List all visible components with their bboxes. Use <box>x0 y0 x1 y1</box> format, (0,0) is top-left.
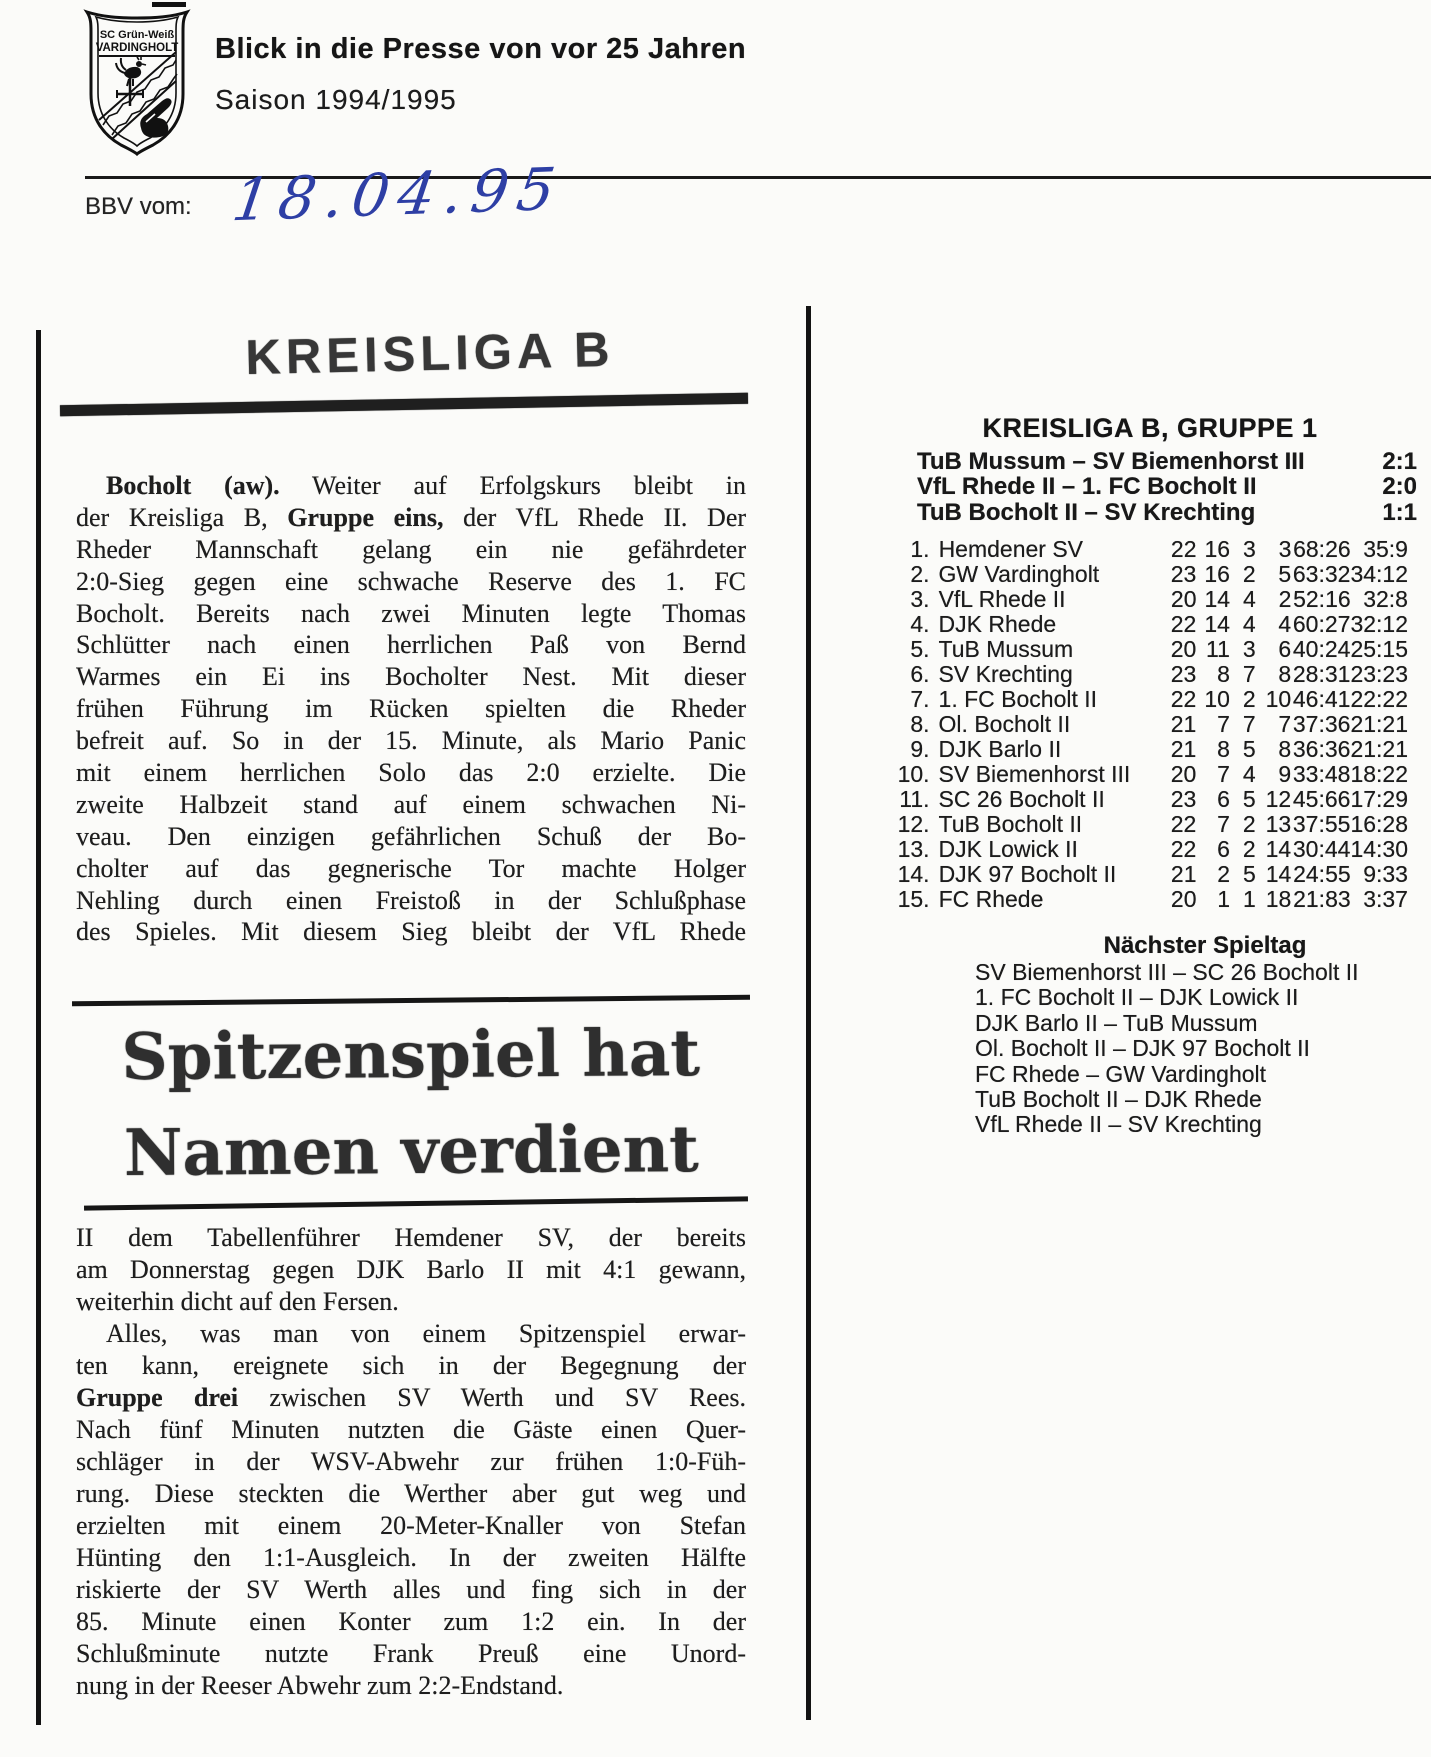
table-draws: 5 <box>1242 736 1256 762</box>
table-team: Ol. Bocholt II <box>938 711 1071 737</box>
article-bold-text: Gruppe drei <box>76 1383 239 1412</box>
article-text: frühen Führung im Rücken spielten die Rheder <box>76 694 746 724</box>
table-draws: 3 <box>1242 636 1256 662</box>
table-losses: 3 <box>1278 536 1292 562</box>
table-row <box>893 662 1408 687</box>
table-goals: 68:26 <box>1293 536 1351 562</box>
table-team: VfL Rhede II <box>938 586 1066 612</box>
table-goals: 33:48 <box>1292 761 1351 787</box>
fixture-row: FC Rhede – GW Vardingholt <box>975 1060 1267 1087</box>
table-goals: 36:36 <box>1292 736 1351 762</box>
result-score: 1:1 <box>1382 498 1417 526</box>
article-text: cholter auf das gegnerische Tor machte Holger <box>76 853 746 883</box>
table-goals: 60:27 <box>1292 611 1351 637</box>
article-text: zwischen SV Werth und SV Rees. <box>238 1383 746 1412</box>
table-draws: 5 <box>1242 786 1256 812</box>
table-games: 21 <box>1170 736 1197 762</box>
table-team: DJK Lowick II <box>938 836 1078 862</box>
article-line <box>76 1254 746 1286</box>
article2-headline-line2: Namen verdient <box>123 1111 699 1192</box>
fixture-row: VfL Rhede II – SV Krechting <box>975 1111 1262 1138</box>
article-line <box>76 470 746 502</box>
article-line <box>76 1606 746 1638</box>
table-row <box>893 887 1408 912</box>
table-team: DJK 97 Bocholt II <box>938 861 1117 887</box>
table-row <box>893 562 1408 587</box>
table-points: 21:21 <box>1350 711 1409 737</box>
club-crest-icon <box>75 2 195 164</box>
table-team: SV Biemenhorst III <box>938 761 1131 787</box>
table-row <box>893 687 1408 712</box>
table-rank: 1. <box>910 536 930 562</box>
article-bold-text: Gruppe eins, <box>287 502 444 532</box>
article-text: Weiter auf Erfolgskurs bleibt in <box>279 471 746 500</box>
table-row <box>893 812 1408 837</box>
table-row <box>893 762 1408 787</box>
table-row <box>893 712 1408 737</box>
article2-rule-top <box>72 995 750 1007</box>
table-draws: 2 <box>1242 811 1256 837</box>
table-games: 22 <box>1170 686 1197 712</box>
table-wins: 10 <box>1204 686 1230 712</box>
article-text: Nehling durch einen Freistoß in der Schlußphase <box>76 885 746 915</box>
article-text: II dem Tabellenführer Hemdener SV, der bereits <box>76 1223 746 1252</box>
article-line <box>76 1350 746 1382</box>
league-title: KREISLIGA B, GRUPPE 1 <box>982 413 1318 443</box>
badge-club-name: SC Grün-Weiß <box>99 29 175 41</box>
article-text: erzielten mit einem 20-Meter-Knaller von Stefan <box>76 1511 746 1540</box>
table-row <box>893 612 1408 637</box>
article2-headline <box>75 1006 746 1203</box>
article-line <box>76 757 746 789</box>
table-rank: 10. <box>897 761 930 787</box>
article-line <box>76 1478 746 1510</box>
table-losses: 10 <box>1265 686 1292 712</box>
table-row <box>893 637 1408 662</box>
table-points: 22:22 <box>1350 686 1409 712</box>
table-losses: 7 <box>1278 711 1292 737</box>
table-row <box>893 737 1408 762</box>
table-losses: 13 <box>1265 811 1292 837</box>
league-results <box>917 449 1417 525</box>
next-matchday-title: Nächster Spieltag <box>1103 932 1307 959</box>
table-games: 21 <box>1170 711 1197 737</box>
badge-club-town: VARDINGHOLT <box>95 42 179 54</box>
article-line <box>76 1446 746 1478</box>
article-line <box>76 661 746 693</box>
table-goals: 24:55 <box>1293 861 1351 887</box>
table-team: DJK Barlo II <box>938 736 1062 762</box>
article2-headline-line1: Spitzenspiel hat <box>121 1015 701 1096</box>
article-text: nung in der Reeser Abwehr zum 2:2-Endstand. <box>76 1671 564 1700</box>
article-text: rung. Diese steckten die Werther aber gut weg und <box>76 1479 746 1508</box>
table-games: 21 <box>1170 861 1197 887</box>
page-subtitle: Saison 1994/1995 <box>215 84 457 115</box>
table-points: 35:9 <box>1363 536 1408 562</box>
article1-headline: KREISLIGA B <box>244 322 616 386</box>
next-matchday-list <box>975 960 1431 1138</box>
article-line <box>76 853 746 885</box>
article-text: Schlütter nach einen herrlichen Paß von Bernd <box>76 630 746 660</box>
table-rank: 2. <box>910 561 930 587</box>
article-line <box>76 1318 746 1350</box>
table-rank: 14. <box>897 861 930 887</box>
table-losses: 18 <box>1265 886 1292 912</box>
table-games: 22 <box>1170 836 1197 862</box>
article-line <box>76 1222 746 1254</box>
table-goals: 45:66 <box>1292 786 1351 812</box>
table-draws: 4 <box>1242 611 1256 637</box>
table-row <box>893 787 1408 812</box>
table-goals: 37:55 <box>1292 811 1351 837</box>
table-goals: 37:36 <box>1292 711 1351 737</box>
table-points: 32:8 <box>1363 586 1408 612</box>
article-text: ten kann, ereignete sich in der Begegnung der <box>76 1351 746 1380</box>
table-rank: 5. <box>910 636 930 662</box>
table-points: 34:12 <box>1350 561 1409 587</box>
table-draws: 2 <box>1242 686 1256 712</box>
table-wins: 11 <box>1206 636 1230 662</box>
result-match: TuB Mussum – SV Biemenhorst III <box>917 448 1305 475</box>
article-line <box>76 534 746 566</box>
fixture-row: SV Biemenhorst III – SC 26 Bocholt II <box>975 959 1359 985</box>
table-row <box>893 587 1408 612</box>
table-rank: 7. <box>910 686 930 712</box>
table-games: 23 <box>1170 661 1197 687</box>
table-goals: 63:32 <box>1292 561 1351 587</box>
clipping-border-left <box>36 330 41 1725</box>
table-row <box>893 837 1408 862</box>
table-points: 16:28 <box>1350 811 1409 837</box>
table-team: GW Vardingholt <box>938 561 1100 587</box>
article-line <box>76 821 746 853</box>
table-points: 3:37 <box>1363 886 1408 912</box>
article-line <box>76 725 746 757</box>
table-draws: 1 <box>1242 886 1256 912</box>
table-losses: 9 <box>1278 761 1292 787</box>
table-rank: 9. <box>910 736 930 762</box>
table-points: 14:30 <box>1350 836 1409 862</box>
article-text: Hünting den 1:1-Ausgleich. In der zweiten Hälfte <box>76 1543 746 1572</box>
article-line <box>76 1638 746 1670</box>
table-team: Hemdener SV <box>938 536 1084 562</box>
table-wins: 8 <box>1217 661 1230 687</box>
table-losses: 2 <box>1278 586 1292 612</box>
table-rank: 3. <box>910 586 930 612</box>
article-line <box>76 1574 746 1606</box>
table-games: 23 <box>1170 561 1197 587</box>
article-text: 85. Minute einen Konter zum 1:2 ein. In der <box>76 1607 746 1636</box>
result-row <box>917 500 1417 525</box>
article-text: Warmes ein Ei ins Bocholter Nest. Mit dieser <box>76 662 746 692</box>
article-text: der Kreisliga B, <box>76 502 288 532</box>
article-line <box>76 885 746 917</box>
table-losses: 6 <box>1278 636 1292 662</box>
fixture-row: Ol. Bocholt II – DJK 97 Bocholt II <box>975 1035 1310 1062</box>
table-row <box>893 537 1408 562</box>
article-line <box>76 598 746 630</box>
article1-body <box>76 470 746 948</box>
article-line <box>76 789 746 821</box>
table-rank: 11. <box>899 786 930 812</box>
page-title: Blick in die Presse von vor 25 Jahren <box>215 33 747 65</box>
clipping-border-right <box>806 306 811 1720</box>
table-draws: 4 <box>1242 586 1256 612</box>
article-line <box>76 1414 746 1446</box>
table-wins: 14 <box>1204 611 1230 637</box>
result-row <box>917 449 1417 474</box>
league-table <box>893 537 1408 912</box>
table-team: DJK Rhede <box>938 611 1057 637</box>
rooster-icon <box>116 56 146 106</box>
article-line <box>76 566 746 598</box>
table-wins: 6 <box>1217 836 1230 862</box>
article-line <box>76 629 746 661</box>
table-row <box>893 862 1408 887</box>
table-rank: 8. <box>910 711 930 737</box>
table-points: 17:29 <box>1350 786 1409 812</box>
result-score: 2:1 <box>1382 448 1417 475</box>
source-label: BBV vom: <box>85 193 192 220</box>
table-points: 18:22 <box>1350 761 1409 787</box>
table-team: FC Rhede <box>938 886 1044 912</box>
table-goals: 30:44 <box>1292 836 1351 862</box>
table-draws: 4 <box>1242 761 1256 787</box>
result-score: 2:0 <box>1382 473 1417 501</box>
table-wins: 6 <box>1217 786 1230 812</box>
table-losses: 14 <box>1265 836 1292 862</box>
article-text: weiterhin dicht auf den Fersen. <box>76 1287 399 1316</box>
handwritten-date: 18.04.95 <box>228 154 569 235</box>
table-draws: 2 <box>1242 561 1256 587</box>
table-games: 20 <box>1170 761 1197 787</box>
table-games: 20 <box>1170 586 1197 612</box>
table-rank: 12. <box>897 811 930 837</box>
article-line <box>76 1286 746 1318</box>
article-line <box>76 1382 746 1414</box>
fixture-row: 1. FC Bocholt II – DJK Lowick II <box>975 984 1299 1011</box>
table-wins: 7 <box>1217 761 1230 787</box>
table-goals: 52:16 <box>1293 586 1351 612</box>
table-rank: 13. <box>897 836 930 862</box>
article-line <box>76 1510 746 1542</box>
table-wins: 16 <box>1204 561 1230 587</box>
table-games: 20 <box>1170 886 1197 912</box>
table-rank: 6. <box>910 661 930 687</box>
table-draws: 2 <box>1242 836 1256 862</box>
table-losses: 4 <box>1278 611 1292 637</box>
fixture-row: DJK Barlo II – TuB Mussum <box>975 1009 1258 1036</box>
article-text: des Spieles. Mit diesem Sieg bleibt der VfL Rhede <box>76 917 746 947</box>
article-text: Schlußminute nutzte Frank Preuß eine Unord- <box>76 1639 746 1668</box>
result-match: TuB Bocholt II – SV Krechting <box>917 498 1256 526</box>
result-row <box>917 474 1417 499</box>
table-wins: 16 <box>1204 536 1231 562</box>
table-rank: 4. <box>910 611 930 637</box>
fixture-row: TuB Bocholt II – DJK Rhede <box>975 1086 1262 1113</box>
table-losses: 12 <box>1265 786 1292 812</box>
article-text: Nach fünf Minuten nutzten die Gäste einen Quer- <box>76 1415 746 1444</box>
table-games: 22 <box>1170 536 1197 562</box>
article-text: riskierte der SV Werth alles und fing sich in der <box>76 1575 746 1604</box>
article-line <box>76 1542 746 1574</box>
table-games: 20 <box>1170 636 1197 662</box>
table-team: TuB Bocholt II <box>938 811 1083 837</box>
article-text: schläger in der WSV-Abwehr zur frühen 1:0-Füh- <box>76 1447 746 1476</box>
table-games: 22 <box>1170 611 1197 637</box>
table-points: 21:21 <box>1350 736 1409 762</box>
table-losses: 5 <box>1278 561 1292 587</box>
table-losses: 8 <box>1278 661 1292 687</box>
table-goals: 28:31 <box>1292 661 1351 687</box>
article-text: Bocholt. Bereits nach zwei Minuten legte Thomas <box>76 598 746 628</box>
table-losses: 14 <box>1265 861 1292 887</box>
table-team: 1. FC Bocholt II <box>938 686 1098 712</box>
table-draws: 7 <box>1242 711 1256 737</box>
table-goals: 21:83 <box>1293 886 1351 912</box>
table-games: 22 <box>1170 811 1197 837</box>
article-text: befreit auf. So in der 15. Minute, als Mario Panic <box>76 726 746 756</box>
table-draws: 3 <box>1242 536 1256 562</box>
article-text: der VfL Rhede II. Der <box>443 502 746 532</box>
table-points: 9:33 <box>1363 861 1408 887</box>
table-wins: 2 <box>1217 861 1231 887</box>
table-points: 32:12 <box>1350 611 1409 637</box>
table-points: 25:15 <box>1350 636 1409 662</box>
table-wins: 8 <box>1217 736 1230 762</box>
table-losses: 8 <box>1278 736 1292 762</box>
headline-underbar <box>60 393 748 417</box>
table-wins: 7 <box>1217 711 1230 737</box>
table-team: TuB Mussum <box>938 636 1074 662</box>
article-text: zweite Halbzeit stand auf einem schwachen Ni- <box>76 789 746 819</box>
result-match: VfL Rhede II – 1. FC Bocholt II <box>917 473 1257 501</box>
table-games: 23 <box>1170 786 1197 812</box>
article-line <box>76 1670 746 1702</box>
table-draws: 7 <box>1242 661 1256 687</box>
article-text: mit einem herrlichen Solo das 2:0 erzielte. Die <box>76 758 746 788</box>
article-text: am Donnerstag gegen DJK Barlo II mit 4:1 gewann, <box>76 1255 746 1284</box>
table-points: 23:23 <box>1350 661 1409 687</box>
article-text: 2:0-Sieg gegen eine schwache Reserve des 1. FC <box>76 566 746 596</box>
article-line <box>76 916 746 948</box>
table-draws: 5 <box>1242 861 1256 887</box>
article-bold-text: Bocholt (aw). <box>106 471 280 500</box>
table-wins: 1 <box>1217 886 1231 912</box>
table-team: SC 26 Bocholt II <box>938 786 1105 812</box>
table-wins: 7 <box>1217 811 1230 837</box>
table-wins: 14 <box>1204 586 1231 612</box>
table-team: SV Krechting <box>938 661 1073 687</box>
table-rank: 15. <box>897 886 930 912</box>
scan-mark <box>152 2 186 7</box>
article-line <box>76 502 746 534</box>
article-text: veau. Den einzigen gefährlichen Schuß der Bo- <box>76 821 746 851</box>
article-text: Rheder Mannschaft gelang ein nie gefährdeter <box>76 534 746 564</box>
article-line <box>76 693 746 725</box>
article-text: Alles, was man von einem Spitzenspiel erwar- <box>106 1319 746 1348</box>
table-goals: 40:24 <box>1292 636 1351 662</box>
table-goals: 46:41 <box>1292 686 1351 712</box>
article2-body <box>76 1222 746 1702</box>
